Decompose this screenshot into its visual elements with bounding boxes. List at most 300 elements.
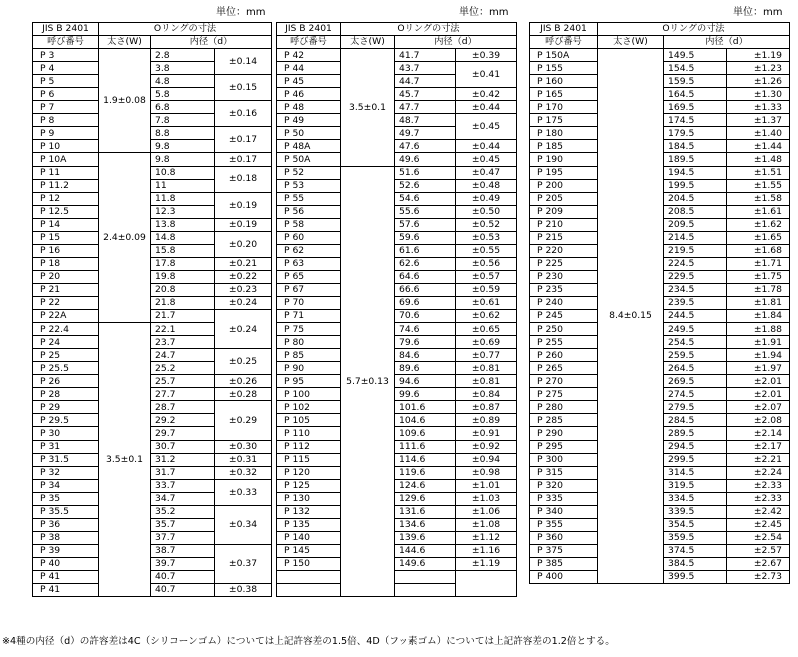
inner-diameter: 61.6 — [395, 244, 456, 257]
table-row — [33, 153, 272, 166]
inner-diameter: 7.8 — [151, 114, 215, 127]
inner-diameter: 9.8 — [151, 140, 215, 153]
header-dimensions: Oリングの寸法 — [99, 23, 272, 36]
diameter-tolerance: ±0.45 — [456, 153, 517, 166]
table-row — [277, 584, 517, 597]
nominal-number: P 3 — [33, 49, 99, 62]
header-code: 呼び番号 — [530, 36, 598, 49]
table-row — [277, 518, 517, 531]
inner-diameter: 40.7 — [151, 570, 215, 583]
inner-diameter: 49.6 — [395, 153, 456, 166]
inner-diameter: 2.8 — [151, 49, 215, 62]
table-row — [277, 336, 517, 349]
nominal-number: P 130 — [277, 492, 341, 505]
table-row — [277, 218, 517, 231]
table-row — [277, 349, 517, 362]
diameter-tolerance: ±1.88 — [727, 323, 790, 336]
inner-diameter: 131.6 — [395, 505, 456, 518]
nominal-number: P 16 — [33, 244, 99, 257]
nominal-number: P 30 — [33, 427, 99, 440]
diameter-tolerance: ±0.48 — [456, 179, 517, 192]
nominal-number: P 95 — [277, 375, 341, 388]
footnote: ※4種の内径（d）の許容差は4C（シリコーンゴム）については上記許容差の1.5倍、4D（フッ素ゴム）については上記許容差の1.2倍とする。 — [2, 636, 615, 647]
inner-diameter — [395, 570, 456, 583]
nominal-number: P 39 — [33, 544, 99, 557]
diameter-tolerance: ±0.19 — [215, 218, 272, 231]
diameter-tolerance: ±1.71 — [727, 257, 790, 270]
oring-table-2 — [276, 22, 517, 597]
diameter-tolerance: ±0.49 — [456, 192, 517, 205]
inner-diameter: 31.7 — [151, 466, 215, 479]
table-row — [277, 453, 517, 466]
table-row — [33, 375, 272, 388]
table-row — [33, 101, 272, 114]
inner-diameter: 40.7 — [151, 584, 215, 597]
diameter-tolerance: ±0.22 — [215, 270, 272, 283]
diameter-tolerance: ±0.52 — [456, 218, 517, 231]
diameter-tolerance: ±1.12 — [456, 531, 517, 544]
inner-diameter: 269.5 — [664, 375, 727, 388]
inner-diameter: 114.6 — [395, 453, 456, 466]
diameter-tolerance: ±2.24 — [727, 466, 790, 479]
nominal-number: P 22.4 — [33, 323, 99, 336]
diameter-tolerance: ±1.75 — [727, 270, 790, 283]
inner-diameter: 144.6 — [395, 544, 456, 557]
nominal-number: P 10 — [33, 140, 99, 153]
nominal-number: P 340 — [530, 505, 598, 518]
nominal-number: P 29 — [33, 401, 99, 414]
nominal-number: P 180 — [530, 127, 598, 140]
diameter-tolerance: ±0.89 — [456, 414, 517, 427]
diameter-tolerance: ±1.78 — [727, 283, 790, 296]
width-tolerance: 3.5±0.1 — [341, 49, 395, 166]
diameter-tolerance: ±2.33 — [727, 479, 790, 492]
diameter-tolerance: ±1.19 — [456, 557, 517, 570]
table-row — [277, 401, 517, 414]
header-jis: JIS B 2401 — [277, 23, 341, 36]
inner-diameter: 30.7 — [151, 440, 215, 453]
inner-diameter: 69.6 — [395, 296, 456, 309]
diameter-tolerance: ±0.14 — [215, 49, 272, 75]
nominal-number: P 75 — [277, 323, 341, 336]
diameter-tolerance: ±0.84 — [456, 388, 517, 401]
diameter-tolerance: ±0.33 — [215, 479, 272, 505]
nominal-number: P 160 — [530, 75, 598, 88]
inner-diameter: 21.7 — [151, 310, 215, 323]
table-row — [277, 544, 517, 557]
header-row — [530, 36, 790, 49]
header-width: 太さ(W) — [598, 36, 664, 49]
diameter-tolerance: ±1.51 — [727, 166, 790, 179]
nominal-number: P 280 — [530, 401, 598, 414]
table-row — [277, 114, 517, 127]
nominal-number: P 315 — [530, 466, 598, 479]
nominal-number: P 55 — [277, 192, 341, 205]
inner-diameter: 384.5 — [664, 557, 727, 570]
table-row — [277, 323, 517, 336]
inner-diameter: 174.5 — [664, 114, 727, 127]
nominal-number — [277, 570, 341, 583]
nominal-number: P 63 — [277, 257, 341, 270]
inner-diameter: 47.7 — [395, 101, 456, 114]
nominal-number: P 14 — [33, 218, 99, 231]
diameter-tolerance: ±0.17 — [215, 127, 272, 153]
nominal-number: P 32 — [33, 466, 99, 479]
table-row — [277, 231, 517, 244]
inner-diameter: 264.5 — [664, 362, 727, 375]
nominal-number: P 105 — [277, 414, 341, 427]
inner-diameter: 339.5 — [664, 505, 727, 518]
table-row — [277, 296, 517, 309]
nominal-number: P 112 — [277, 440, 341, 453]
diameter-tolerance: ±1.30 — [727, 88, 790, 101]
nominal-number: P 9 — [33, 127, 99, 140]
nominal-number: P 4 — [33, 62, 99, 75]
header-code: 呼び番号 — [277, 36, 341, 49]
nominal-number: P 22A — [33, 310, 99, 323]
diameter-tolerance: ±0.31 — [215, 453, 272, 466]
table-row — [33, 466, 272, 479]
unit-label-1: 単位：mm — [216, 7, 266, 18]
inner-diameter: 204.5 — [664, 192, 727, 205]
diameter-tolerance: ±2.08 — [727, 414, 790, 427]
inner-diameter: 94.6 — [395, 375, 456, 388]
inner-diameter: 29.2 — [151, 414, 215, 427]
inner-diameter: 219.5 — [664, 244, 727, 257]
nominal-number: P 7 — [33, 101, 99, 114]
inner-diameter: 8.8 — [151, 127, 215, 140]
inner-diameter: 64.6 — [395, 270, 456, 283]
diameter-tolerance: ±0.56 — [456, 257, 517, 270]
inner-diameter: 314.5 — [664, 466, 727, 479]
nominal-number: P 225 — [530, 257, 598, 270]
nominal-number: P 49 — [277, 114, 341, 127]
nominal-number: P 265 — [530, 362, 598, 375]
diameter-tolerance: ±0.17 — [215, 153, 272, 166]
diameter-tolerance: ±0.32 — [215, 466, 272, 479]
width-tolerance: 5.7±0.13 — [341, 166, 395, 597]
diameter-tolerance: ±1.26 — [727, 75, 790, 88]
diameter-tolerance: ±0.69 — [456, 336, 517, 349]
nominal-number: P 36 — [33, 518, 99, 531]
diameter-tolerance: ±0.45 — [456, 114, 517, 140]
inner-diameter: 10.8 — [151, 166, 215, 179]
inner-diameter: 49.7 — [395, 127, 456, 140]
inner-diameter: 38.7 — [151, 544, 215, 557]
table-row — [277, 205, 517, 218]
inner-diameter: 14.8 — [151, 231, 215, 244]
inner-diameter: 129.6 — [395, 492, 456, 505]
diameter-tolerance: ±0.30 — [215, 440, 272, 453]
inner-diameter: 89.6 — [395, 362, 456, 375]
nominal-number: P 34 — [33, 479, 99, 492]
inner-diameter: 359.5 — [664, 531, 727, 544]
inner-diameter: 39.7 — [151, 557, 215, 570]
nominal-number: P 48A — [277, 140, 341, 153]
diameter-tolerance: ±0.44 — [456, 140, 517, 153]
inner-diameter: 47.6 — [395, 140, 456, 153]
inner-diameter: 284.5 — [664, 414, 727, 427]
table-row — [277, 270, 517, 283]
nominal-number: P 250 — [530, 323, 598, 336]
diameter-tolerance: ±2.01 — [727, 388, 790, 401]
diameter-tolerance: ±1.91 — [727, 336, 790, 349]
header-width: 太さ(W) — [99, 36, 151, 49]
nominal-number: P 385 — [530, 557, 598, 570]
diameter-tolerance: ±2.57 — [727, 544, 790, 557]
inner-diameter: 17.8 — [151, 257, 215, 270]
inner-diameter: 209.5 — [664, 218, 727, 231]
inner-diameter: 164.5 — [664, 88, 727, 101]
inner-diameter: 25.7 — [151, 375, 215, 388]
nominal-number: P 230 — [530, 270, 598, 283]
inner-diameter: 22.1 — [151, 323, 215, 336]
nominal-number: P 21 — [33, 283, 99, 296]
nominal-number: P 85 — [277, 349, 341, 362]
nominal-number: P 135 — [277, 518, 341, 531]
nominal-number: P 40 — [33, 557, 99, 570]
table-row — [33, 283, 272, 296]
inner-diameter: 6.8 — [151, 101, 215, 114]
nominal-number: P 70 — [277, 296, 341, 309]
table-row — [33, 166, 272, 179]
diameter-tolerance: ±2.54 — [727, 531, 790, 544]
table-row — [277, 166, 517, 179]
nominal-number: P 220 — [530, 244, 598, 257]
nominal-number: P 60 — [277, 231, 341, 244]
inner-diameter: 104.6 — [395, 414, 456, 427]
diameter-tolerance: ±0.26 — [215, 375, 272, 388]
nominal-number: P 360 — [530, 531, 598, 544]
nominal-number: P 170 — [530, 101, 598, 114]
table-row — [33, 218, 272, 231]
diameter-tolerance: ±1.97 — [727, 362, 790, 375]
inner-diameter: 54.6 — [395, 192, 456, 205]
table-row — [33, 388, 272, 401]
nominal-number: P 25 — [33, 349, 99, 362]
inner-diameter: 374.5 — [664, 544, 727, 557]
table-row — [33, 453, 272, 466]
table-row — [33, 257, 272, 270]
nominal-number: P 375 — [530, 544, 598, 557]
inner-diameter: 55.6 — [395, 205, 456, 218]
inner-diameter: 27.7 — [151, 388, 215, 401]
table-row — [33, 505, 272, 518]
nominal-number: P 209 — [530, 205, 598, 218]
inner-diameter: 5.8 — [151, 88, 215, 101]
inner-diameter: 109.6 — [395, 427, 456, 440]
diameter-tolerance: ±0.29 — [215, 401, 272, 440]
diameter-tolerance: ±0.62 — [456, 310, 517, 323]
nominal-number: P 8 — [33, 114, 99, 127]
table-row — [33, 479, 272, 492]
width-tolerance: 2.4±0.09 — [99, 153, 151, 323]
unit-label-2: 単位：mm — [459, 7, 509, 18]
diameter-tolerance: ±0.23 — [215, 283, 272, 296]
inner-diameter: 48.7 — [395, 114, 456, 127]
inner-diameter: 169.5 — [664, 101, 727, 114]
inner-diameter: 179.5 — [664, 127, 727, 140]
nominal-number: P 10A — [33, 153, 99, 166]
width-tolerance: 1.9±0.08 — [99, 49, 151, 153]
inner-diameter: 37.7 — [151, 531, 215, 544]
diameter-tolerance: ±0.39 — [456, 49, 517, 62]
diameter-tolerance: ±0.37 — [215, 544, 272, 583]
nominal-number: P 18 — [33, 257, 99, 270]
inner-diameter: 299.5 — [664, 453, 727, 466]
diameter-tolerance: ±0.28 — [215, 388, 272, 401]
inner-diameter: 52.6 — [395, 179, 456, 192]
table-row — [277, 179, 517, 192]
table-row — [277, 440, 517, 453]
nominal-number: P 185 — [530, 140, 598, 153]
diameter-tolerance: ±0.19 — [215, 192, 272, 218]
table-row — [33, 440, 272, 453]
inner-diameter: 159.5 — [664, 75, 727, 88]
inner-diameter: 23.7 — [151, 336, 215, 349]
nominal-number: P 45 — [277, 75, 341, 88]
nominal-number: P 90 — [277, 362, 341, 375]
diameter-tolerance: ±1.06 — [456, 505, 517, 518]
inner-diameter: 229.5 — [664, 270, 727, 283]
table-row — [33, 75, 272, 88]
nominal-number: P 11 — [33, 166, 99, 179]
nominal-number: P 300 — [530, 453, 598, 466]
diameter-tolerance: ±0.53 — [456, 231, 517, 244]
inner-diameter: 124.6 — [395, 479, 456, 492]
diameter-tolerance: ±0.24 — [215, 310, 272, 349]
nominal-number: P 20 — [33, 270, 99, 283]
oring-table-1 — [32, 22, 272, 597]
nominal-number: P 52 — [277, 166, 341, 179]
diameter-tolerance: ±0.65 — [456, 323, 517, 336]
nominal-number: P 15 — [33, 231, 99, 244]
table-row — [277, 244, 517, 257]
diameter-tolerance: ±2.07 — [727, 401, 790, 414]
nominal-number: P 320 — [530, 479, 598, 492]
table-row — [33, 127, 272, 140]
diameter-tolerance: ±0.61 — [456, 296, 517, 309]
inner-diameter: 101.6 — [395, 401, 456, 414]
header-code: 呼び番号 — [33, 36, 99, 49]
table-row — [277, 414, 517, 427]
nominal-number: P 115 — [277, 453, 341, 466]
nominal-number: P 50A — [277, 153, 341, 166]
diameter-tolerance: ±2.21 — [727, 453, 790, 466]
inner-diameter: 9.8 — [151, 153, 215, 166]
nominal-number: P 65 — [277, 270, 341, 283]
inner-diameter: 51.6 — [395, 166, 456, 179]
inner-diameter: 194.5 — [664, 166, 727, 179]
diameter-tolerance: ±0.34 — [215, 505, 272, 544]
inner-diameter: 59.6 — [395, 231, 456, 244]
inner-diameter: 334.5 — [664, 492, 727, 505]
inner-diameter: 149.6 — [395, 557, 456, 570]
table-row — [277, 62, 517, 75]
diameter-tolerance: ±0.59 — [456, 283, 517, 296]
diameter-tolerance: ±1.23 — [727, 62, 790, 75]
inner-diameter: 41.7 — [395, 49, 456, 62]
nominal-number: P 210 — [530, 218, 598, 231]
diameter-tolerance: ±1.44 — [727, 140, 790, 153]
nominal-number: P 41 — [33, 584, 99, 597]
header-inner-diameter: 内径（d） — [664, 36, 790, 49]
inner-diameter: 239.5 — [664, 296, 727, 309]
table-row — [277, 466, 517, 479]
inner-diameter: 214.5 — [664, 231, 727, 244]
table-row — [277, 388, 517, 401]
diameter-tolerance: ±1.65 — [727, 231, 790, 244]
inner-diameter — [395, 584, 456, 597]
nominal-number: P 235 — [530, 283, 598, 296]
inner-diameter: 111.6 — [395, 440, 456, 453]
nominal-number: P 175 — [530, 114, 598, 127]
header-dimensions: Oリングの寸法 — [598, 23, 790, 36]
inner-diameter: 24.7 — [151, 349, 215, 362]
diameter-tolerance: ±1.55 — [727, 179, 790, 192]
nominal-number: P 58 — [277, 218, 341, 231]
nominal-number: P 215 — [530, 231, 598, 244]
nominal-number: P 35.5 — [33, 505, 99, 518]
diameter-tolerance: ±0.38 — [215, 584, 272, 597]
diameter-tolerance: ±0.81 — [456, 375, 517, 388]
diameter-tolerance: ±0.55 — [456, 244, 517, 257]
inner-diameter: 79.6 — [395, 336, 456, 349]
nominal-number: P 53 — [277, 179, 341, 192]
nominal-number: P 28 — [33, 388, 99, 401]
nominal-number: P 56 — [277, 205, 341, 218]
nominal-number: P 400 — [530, 570, 598, 583]
inner-diameter: 43.7 — [395, 62, 456, 75]
table-row — [277, 283, 517, 296]
diameter-tolerance: ±1.16 — [456, 544, 517, 557]
nominal-number: P 110 — [277, 427, 341, 440]
inner-diameter: 184.5 — [664, 140, 727, 153]
inner-diameter: 28.7 — [151, 401, 215, 414]
inner-diameter: 99.6 — [395, 388, 456, 401]
inner-diameter: 3.8 — [151, 62, 215, 75]
nominal-number: P 275 — [530, 388, 598, 401]
nominal-number: P 29.5 — [33, 414, 99, 427]
diameter-tolerance: ±0.50 — [456, 205, 517, 218]
diameter-tolerance: ±2.17 — [727, 440, 790, 453]
nominal-number: P 255 — [530, 336, 598, 349]
nominal-number: P 140 — [277, 531, 341, 544]
diameter-tolerance: ±1.19 — [727, 49, 790, 62]
nominal-number: P 132 — [277, 505, 341, 518]
header-row — [33, 23, 272, 36]
diameter-tolerance: ±0.92 — [456, 440, 517, 453]
nominal-number: P 80 — [277, 336, 341, 349]
table-row — [33, 349, 272, 362]
table-row — [277, 362, 517, 375]
inner-diameter: 354.5 — [664, 518, 727, 531]
header-row — [33, 36, 272, 49]
inner-diameter: 119.6 — [395, 466, 456, 479]
table-row — [277, 49, 517, 62]
nominal-number: P 42 — [277, 49, 341, 62]
inner-diameter: 35.2 — [151, 505, 215, 518]
inner-diameter: 25.2 — [151, 362, 215, 375]
nominal-number: P 38 — [33, 531, 99, 544]
table-row — [33, 296, 272, 309]
inner-diameter: 13.8 — [151, 218, 215, 231]
inner-diameter: 319.5 — [664, 479, 727, 492]
diameter-tolerance: ±0.98 — [456, 466, 517, 479]
nominal-number: P 46 — [277, 88, 341, 101]
inner-diameter: 44.7 — [395, 75, 456, 88]
diameter-tolerance: ±1.33 — [727, 101, 790, 114]
